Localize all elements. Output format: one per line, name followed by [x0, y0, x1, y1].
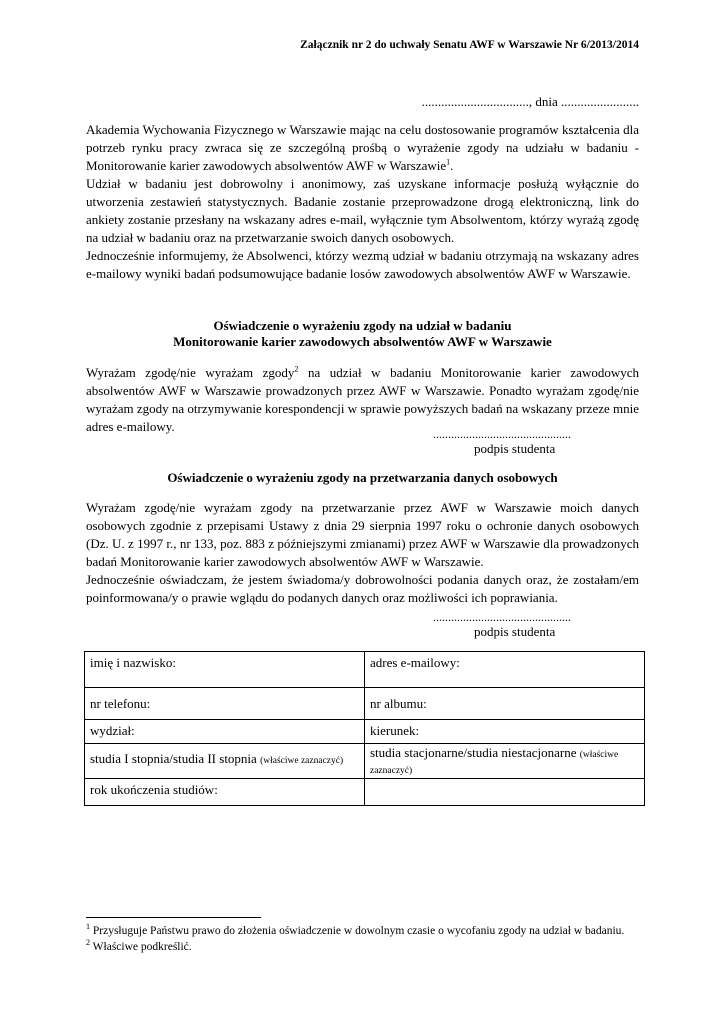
name-field[interactable]: imię i nazwisko: — [85, 652, 365, 688]
consent-data-paragraph-1: Wyrażam zgodę/nie wyrażam zgody na przetwarzanie przez AWF w Warszawie moich danych osobowych zgodnie z przepisami Ustawy z dnia 29 sierpnia 1997 roku o ochronie danych osobowych (Dz. U. z 1997 r., nr 133, poz. 883 z późniejszymi zmianami) przez AWF w Warszawie dla prowadzonych badań Monitorowanie karier zawodowych absolwentów AWF w Warszawie. — [86, 500, 639, 569]
empty-cell — [365, 779, 645, 806]
table-row — [85, 688, 645, 720]
intro-paragraph-1: Akademia Wychowania Fizycznego w Warszawie mając na celu dostosowanie programów kształcenia dla potrzeb rynku pracy zwraca się ze szczególną prośbą o wyrażenie zgody na udziału w badaniu - Monitorowanie karier zawodowych absolwentów AWF w Warszawie$^1$. — [86, 122, 639, 173]
intro-paragraph-2: Udział w badaniu jest dobrowolny i anonimowy, zaś uzyskane informacje posłużą wyłącznie do utworzenia zestawień statystycznych. Badanie zostanie przeprowadzone drogą elektroniczną, link do ankiety zostanie przesłany na wskazany adres e-mail, wyłącznie tym Absolwentom, którzy wyrażą zgodę na udział w badaniu oraz na przetwarzanie swoich danych osobowych. — [86, 176, 639, 245]
graduation-year-field[interactable]: rok ukończenia studiów: — [85, 779, 365, 806]
consent-study-title: Oświadczenie o wyrażeniu zgody na udział w badaniu Monitorowanie karier zawodowych absolwentów AWF w Warszawie — [173, 318, 552, 349]
table-row — [85, 744, 645, 779]
degree-note: (właściwe zaznaczyć) — [260, 756, 344, 766]
album-field[interactable]: nr albumu: — [365, 688, 645, 720]
signature-line-2: .............................................. — [433, 610, 571, 624]
footnote-separator — [86, 917, 261, 918]
consent-study-text: Wyrażam zgodę/nie wyrażam zgody$^2$ na udział w badaniu Monitorowanie karier zawodowych absolwentów AWF w Warszawie prowadzonych przez AWF w Warszawie. Ponadto wyrażam zgodę/nie wyrażam zgody na otrzymywanie korespondencji w sprawie powyższych badań na wskazany przeze mnie adres e-mailowy. — [86, 364, 640, 434]
signature-label-2: podpis studenta — [474, 624, 556, 639]
signature-line-1: .............................................. — [433, 427, 571, 441]
mode-note: (właściwe zaznaczyć) — [370, 750, 619, 776]
intro-paragraph-3: Jednocześnie informujemy, że Absolwenci, którzy wezmą udział w badaniu otrzymają na wskazany adres e-mailowy wyniki badań podsumowujące badanie losów zawodowych absolwentów AWF w Warszawie. — [86, 248, 639, 281]
consent-data-paragraph-2: Jednocześnie oświadczam, że jestem świadoma/y dobrowolności podania danych oraz, że zostałam/em poinformowana/y o prawie wglądu do podanych danych oraz możliwości ich poprawiania. — [86, 572, 639, 605]
table-row — [85, 779, 645, 806]
study-mode-field[interactable]: studia stacjonarne/studia niestacjonarne (właściwe zaznaczyć) — [365, 744, 645, 779]
personal-data-table — [84, 651, 645, 806]
direction-field[interactable]: kierunek: — [365, 720, 645, 744]
footnotes — [86, 923, 639, 955]
place-date-line: ................................., dnia ........................ — [421, 94, 639, 109]
table-row — [85, 720, 645, 744]
consent-data-title: Oświadczenie o wyrażeniu zgody na przetwarzania danych osobowych — [167, 470, 558, 485]
table-row — [85, 652, 645, 688]
faculty-field[interactable]: wydział: — [85, 720, 365, 744]
footnote-ref-1: 1 — [446, 157, 451, 167]
phone-field[interactable]: nr telefonu: — [85, 688, 365, 720]
intro-section — [86, 121, 639, 283]
footnote-ref-2: 2 — [294, 364, 299, 374]
footnote-1: $^1$ Przysługuje Państwu prawo do złożenia oświadczenie w dowolnym czasie o wycofaniu zgody na udział w badaniu. — [86, 922, 625, 937]
consent-data-text — [86, 499, 639, 607]
annex-header: Załącznik nr 2 do uchwały Senatu AWF w Warszawie Nr 6/2013/2014 — [300, 39, 639, 51]
email-field[interactable]: adres e-mailowy: — [365, 652, 645, 688]
footnote-2: $^2$ Właściwe podkreślić. — [86, 938, 192, 953]
degree-field[interactable]: studia I stopnia/studia II stopnia (właściwe zaznaczyć) — [85, 744, 365, 779]
signature-label-1: podpis studenta — [474, 441, 556, 456]
